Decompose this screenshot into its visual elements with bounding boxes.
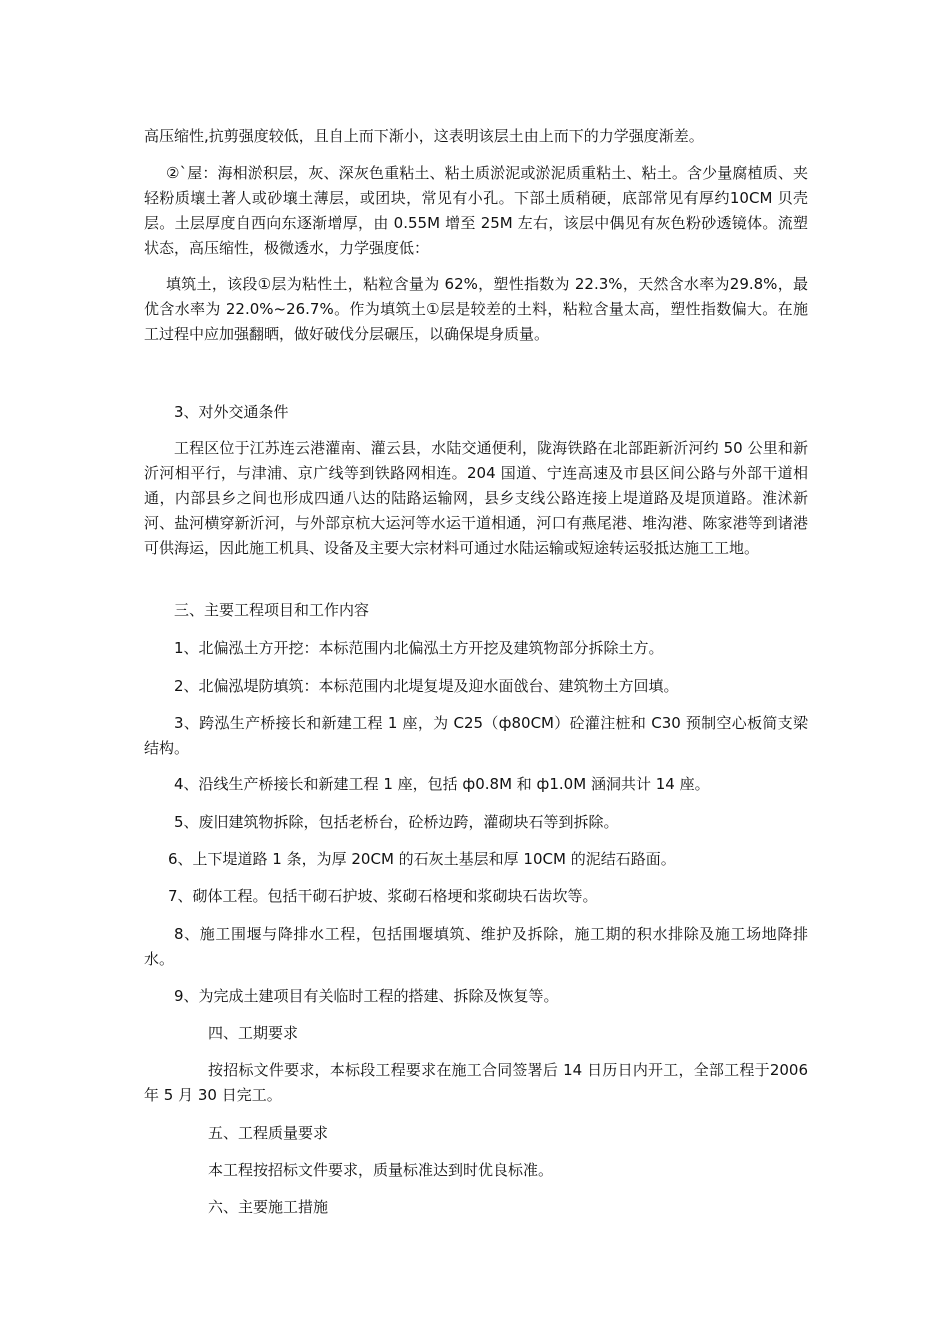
section-heading-schedule: 四、工期要求: [208, 1024, 299, 1042]
paragraph-quality: 本工程按招标文件要求，质量标准达到时优良标准。: [208, 1161, 554, 1179]
paragraph-schedule: 按招标文件要求，本标段工程要求在施工合同签署后 14 日历日内开工，全部工程于2006 年 5 月 30 日完工。: [144, 1061, 808, 1104]
list-item: 8、施工围堰与降排水工程，包括围堰填筑、维护及拆除，施工期的积水排除及施工场地降排水。: [144, 925, 808, 968]
list-item: 5、废旧建筑物拆除，包括老桥台，砼桥边跨，灌砌块石等到拆除。: [174, 813, 619, 831]
list-item: 6、上下堤道路 1 条，为厚 20CM 的石灰土基层和厚 10CM 的泥结石路面。: [168, 850, 676, 868]
list-item: 3、跨泓生产桥接长和新建工程 1 座，为 C25（ф80CM）砼灌注桩和 C30 预制空心板简支梁结构。: [144, 714, 808, 757]
paragraph-strength-note: 高压缩性,抗剪强度较低，且自上而下渐小，这表明该层土由上而下的力学强度渐差。: [144, 127, 704, 145]
list-item: 1、北偏泓土方开挖：本标范围内北偏泓土方开挖及建筑物部分拆除土方。: [174, 639, 664, 657]
paragraph-layer-2: ②`屋：海相淤积层，灰、深灰色重粘土、粘土质淤泥或淤泥质重粘土、粘土。含少量腐植质、夹轻粉质壤土著人或砂壤土薄层，或团块，常见有小孔。下部土质稍硬，底部常见有厚约10CM 贝壳层。土层厚度自西向东逐渐增厚，由 0.55M 增至 25M 左右，该层中偶见有灰色粉砂透镜体。流塑状态，高压缩性，极微透水，力学强度低：: [144, 164, 808, 257]
section-heading-quality: 五、工程质量要求: [208, 1124, 329, 1142]
list-item: 4、沿线生产桥接长和新建工程 1 座，包括 ф0.8M 和 ф1.0M 涵洞共计 14 座。: [174, 775, 710, 793]
section-heading-measures: 六、主要施工措施: [208, 1198, 329, 1216]
list-item: 7、砌体工程。包括干砌石护坡、浆砌石格埂和浆砌块石齿坎等。: [168, 887, 598, 905]
paragraph-traffic: 工程区位于江苏连云港灌南、灌云县，水陆交通便利，陇海铁路在北部距新沂河约 50 公里和新沂河相平行，与津浦、京广线等到铁路网相连。204 国道、宁连高速及市县区间公路与外部干道相通，内部县乡之间也形成四通八达的陆路运输网，县乡支线公路连接上堤道路及堤顶道路。淮沭新河、盐河横穿新沂河，与外部京杭大运河等水运干道相通，河口有燕尾港、堆沟港、陈家港等到诸港可供海运，因此施工机具、设备及主要大宗材料可通过水陆运输或短途转运驳抵达施工工地。: [144, 439, 808, 557]
section-heading-traffic: 3、对外交通条件: [174, 403, 289, 421]
list-item: 2、北偏泓堤防填筑：本标范围内北堤复堤及迎水面戗台、建筑物土方回填。: [174, 677, 679, 695]
paragraph-fill-soil: 填筑土，该段①层为粘性土，粘粒含量为 62%，塑性指数为 22.3%，天然含水率为29.8%，最优含水率为 22.0%~26.7%。作为填筑土①层是较差的土料，粘粒含量太高，塑性指数偏大。在施工过程中应加强翻晒，做好破伐分层碾压，以确保堤身质量。: [144, 275, 808, 343]
section-heading-main-items: 三、主要工程项目和工作内容: [174, 601, 370, 619]
list-item: 9、为完成土建项目有关临时工程的搭建、拆除及恢复等。: [174, 987, 559, 1005]
